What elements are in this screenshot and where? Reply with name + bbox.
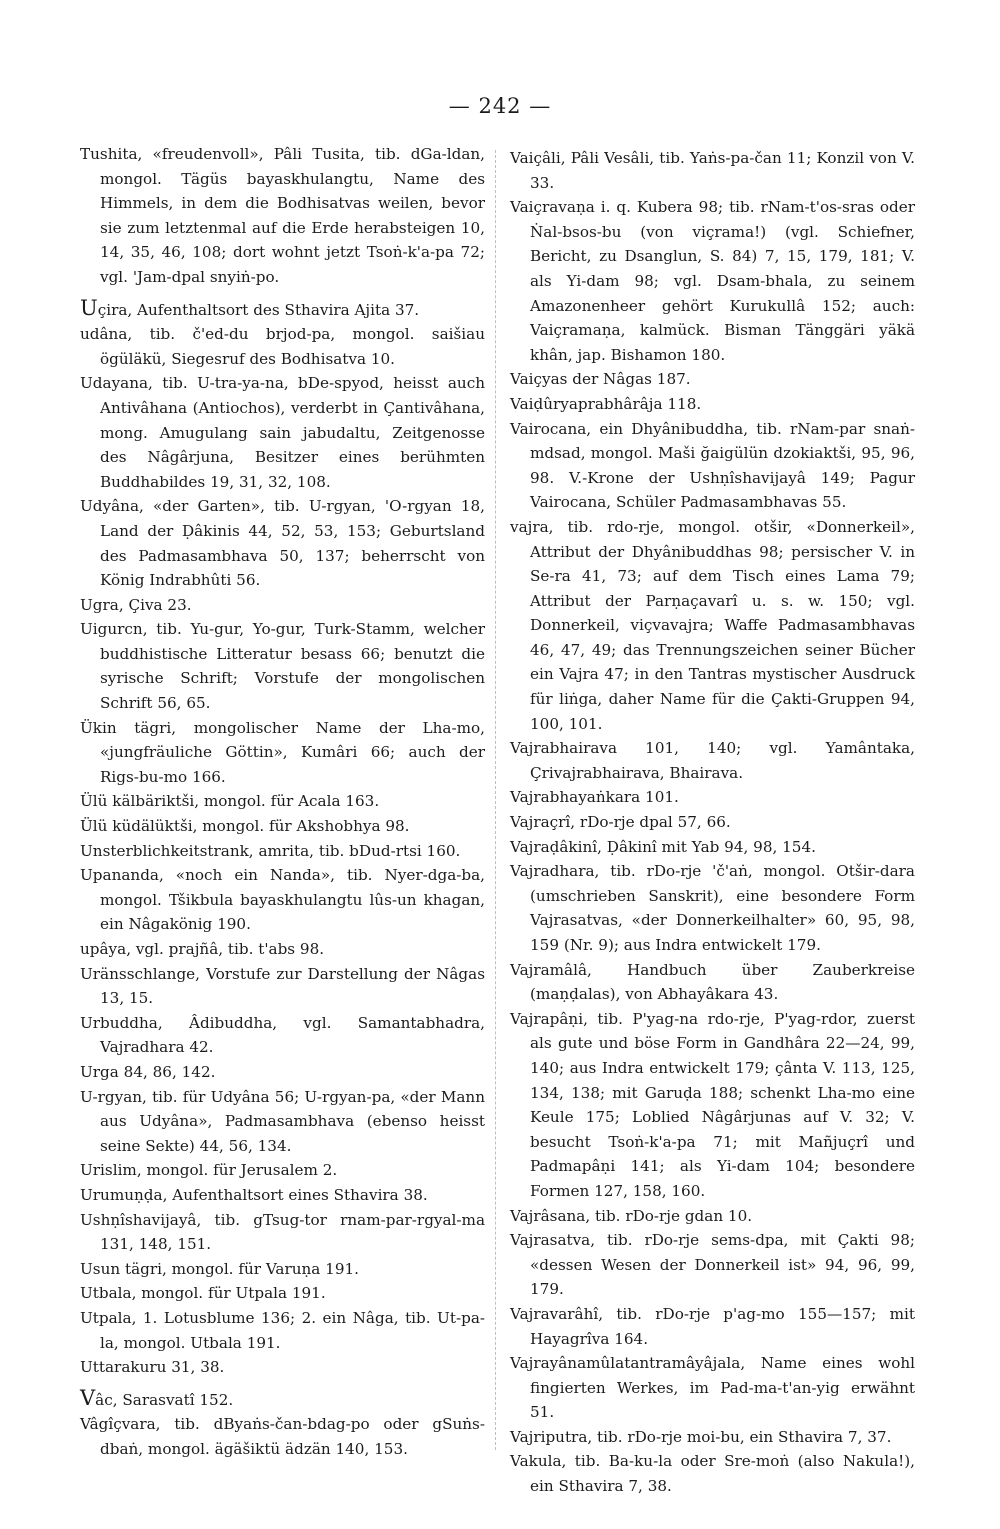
index-entry: Urga 84, 86, 142. bbox=[80, 1062, 216, 1081]
index-entry: Urislim, mongol. für Jerusalem 2. bbox=[80, 1161, 338, 1180]
index-entry: Tushita, «freudenvoll», Pâli Tusita, tib. dGa-ldan, mongol. Tägüs bayaskhulangtu, Name des Himmels, in dem die Bodhisatvas weilen, bevor sie zum letztenmal auf die Erde herabsteigen 10, 14, 35, 46, 108; dort wohnt jetzt Tsoṅ-k'a-pa 72; vgl. 'Jam-dpal snyiṅ-po. bbox=[80, 145, 485, 286]
index-entry: Vaiçâli, Pâli Vesâli, tib. Yaṅs-pa-čan 11; Konzil von V. 33. bbox=[510, 149, 915, 192]
index-entry: Vajrasatva, tib. rDo-rje sems-dpa, mit Çakti 98; «dessen Wesen der Donnerkeil ist» 94, 96, 99, 179. bbox=[510, 1231, 915, 1299]
index-entry: vajra, tib. rdo-rje, mongol. otšir, «Donnerkeil», Attribut der Dhyânibuddhas 98; persischer V. in Se-ra 41, 73; auf dem Tisch eines Lama 79; Attribut der Parṇaçavarî u. s. w. 150; vgl. Donnerkeil, viçvavajra; Waffe Padmasambhavas 46, 47, 49; das Trennungszeichen seiner Bücher ein Vajra 47; in den Tantras mystischer Ausdruck für liṅga, daher Name für die Çakti-Gruppen 94, 100, 101. bbox=[510, 517, 915, 733]
index-entry: Ükin tägri, mongolischer Name der Lha-mo, «jungfräuliche Göttin», Kumâri 66; auch der Rigs-bu-mo 166. bbox=[80, 718, 485, 786]
index-entry: Vajramâlâ, Handbuch über Zauberkreise (maṇḍalas), von Abhayâkara 43. bbox=[510, 960, 915, 1004]
index-entry: Urbuddha, Âdibuddha, vgl. Samantabhadra, Vajradhara 42. bbox=[80, 1013, 485, 1057]
index-entry: Vajraçrî, rDo-rje dpal 57, 66. bbox=[510, 813, 731, 832]
index-entry: Uigurcn, tib. Yu-gur, Yo-gur, Turk-Stamm, welcher buddhistische Litteratur besass 66; benutzt die syrische Schrift; Vorstufe der mongolischen Schrift 56, 65. bbox=[80, 620, 485, 713]
index-entry: Ugra, Çiva 23. bbox=[80, 595, 192, 614]
index-entry: Vajravarâhî, tib. rDo-rje p'ag-mo 155—157; mit Hayagrîva 164. bbox=[510, 1304, 915, 1348]
index-entry: Vaiḍûryaprabhârâja 118. bbox=[510, 394, 702, 413]
index-entry: Vajrabhayaṅkara 101. bbox=[510, 788, 679, 807]
index-entry: Vajrayânamûlatantramâyâjala, Name eines wohl fingierten Werkes, im Pad-ma-t'an-yig erwähnt 51. bbox=[510, 1354, 915, 1422]
right-column bbox=[510, 146, 915, 1499]
index-entry: Vajradhara, tib. rDo-rje 'č'aṅ, mongol. Otšir-dara (umschrieben Sanskrit), eine besondere Form Vajrasatvas, «der Donnerkeilhalter» 60, 95, 98, 159 (Nr. 9); aus Indra entwickelt 179. bbox=[510, 862, 915, 954]
index-entry: Vajriputra, tib. rDo-rje moi-bu, ein Sthavira 7, 37. bbox=[510, 1427, 892, 1446]
index-entry: Vaiçravaṇa i. q. Kubera 98; tib. rNam-t'os-sras oder Ṅal-bsos-bu (von viçrama!) (vgl. Schiefner, Bericht, zu Dsanglun, S. 84) 7, 15, 179, 181; V. als Yi-dam 98; vgl. Dsam-bhala, zu seinem Amazonenheer gehört Kurukullâ 152; auch: Vaiçramaṇa, kalmück. Bisman Tänggäri yäkä khân, jap. Bishamon 180. bbox=[510, 198, 915, 364]
index-entry: Vajraḍâkinî, Ḍâkinî mit Yab 94, 98, 154. bbox=[510, 837, 816, 856]
index-entry: Ülü kälbäriktši, mongol. für Acala 163. bbox=[80, 792, 380, 811]
index-entry: Vâgîçvara, tib. dByaṅs-čan-bdag-po oder gSuṅs-dbaṅ, mongol. ägäšiktü ädzän 140, 153. bbox=[80, 1415, 485, 1458]
index-entry: Unsterblichkeitstrank, amrita, tib. bDud-rtsi 160. bbox=[80, 841, 461, 860]
index-entry: Udyâna, «der Garten», tib. U-rgyan, 'O-rgyan 18, Land der Ḍâkinis 44, 52, 53, 153; Geburtsland des Padmasambhava 50, 137; beherrscht von König Indrabhûti 56. bbox=[80, 497, 485, 590]
index-entry: Ülü küdälüktši, mongol. für Akshobhya 98. bbox=[80, 817, 410, 836]
index-entry: Vajrapâṇi, tib. P'yag-na rdo-rje, P'yag-rdor, zuerst als gute und böse Form in Gandhâra 22—24, 99, 140; aus Indra entwickelt 179; çânta V. 113, 125, 134, 138; mit Garuḍa 188; schenkt Lha-mo eine Keule 175; Loblied Nâgârjunas auf V. 32; V. besucht Tsoṅ-k'a-pa 71; mit Mañjuçrî und Padmapâṇi 141; als Yi-dam 104; besondere Formen 127, 158, 160. bbox=[510, 1009, 915, 1200]
index-entry: Vajrabhairava 101, 140; vgl. Yamântaka, Çrivajrabhairava, Bhairava. bbox=[510, 739, 915, 782]
index-entry: Vakula, tib. Ba-ku-la oder Sre-moṅ (also Nakula!), ein Sthavira 7, 38. bbox=[510, 1452, 915, 1496]
index-entry: Uttarakuru 31, 38. bbox=[80, 1358, 225, 1377]
index-entry: Uränsschlange, Vorstufe zur Darstellung der Nâgas 13, 15. bbox=[80, 964, 485, 1008]
left-column bbox=[80, 142, 485, 1461]
index-entry: Vairocana, ein Dhyânibuddha, tib. rNam-par snaṅ-mdsad, mongol. Maši ğaigülün dzokiaktši, 95, 96, 98. V.-Krone der Ushṇîshavijayâ 149; Pagur Vairocana, Schüler Padmasambhavas 55. bbox=[510, 419, 915, 512]
index-entry: udâna, tib. č'ed-du brjod-pa, mongol. saišiau ögüläkü, Siegesruf des Bodhisatva 10. bbox=[80, 325, 485, 368]
index-entry: Vâc, Sarasvatî 152. bbox=[80, 1385, 234, 1410]
column-divider bbox=[495, 150, 496, 1450]
index-entry: Ushṇîshavijayâ, tib. gTsug-tor rnam-par-rgyal-ma 131, 148, 151. bbox=[80, 1210, 485, 1254]
index-entry: Utbala, mongol. für Utpala 191. bbox=[80, 1284, 326, 1303]
index-entry: Vaiçyas der Nâgas 187. bbox=[510, 370, 691, 389]
index-entry: Urumuṇḍa, Aufenthaltsort eines Sthavira 38. bbox=[80, 1185, 428, 1204]
index-entry: Udayana, tib. U-tra-ya-na, bDe-spyod, heisst auch Antivâhana (Antiochos), verderbt in Çantivâhana, mong. Amugulang sain jabudaltu, Zeitgenosse des Nâgârjuna, Besitzer eines berühmten Buddhabildes 19, 31, 32, 108. bbox=[80, 374, 485, 491]
index-entry: Uçira, Aufenthaltsort des Sthavira Ajita 37. bbox=[80, 295, 420, 320]
index-entry: Utpala, 1. Lotusblume 136; 2. ein Nâga, tib. Ut-pa-la, mongol. Utbala 191. bbox=[80, 1308, 485, 1352]
index-entry: U-rgyan, tib. für Udyâna 56; U-rgyan-pa, «der Mann aus Udyâna», Padmasambhava (ebenso heisst seine Sekte) 44, 56, 134. bbox=[80, 1087, 485, 1155]
index-entry: Usun tägri, mongol. für Varuṇa 191. bbox=[80, 1259, 359, 1278]
index-entry: upâya, vgl. prajñâ, tib. t'abs 98. bbox=[80, 940, 325, 958]
index-entry: Vajrâsana, tib. rDo-rje gdan 10. bbox=[510, 1206, 753, 1225]
index-entry: Upananda, «noch ein Nanda», tib. Nyer-dga-ba, mongol. Tšikbula bayaskhulangtu lûs-un khagan, ein Nâgakönig 190. bbox=[80, 866, 485, 934]
page-number: — 242 — bbox=[448, 94, 552, 118]
